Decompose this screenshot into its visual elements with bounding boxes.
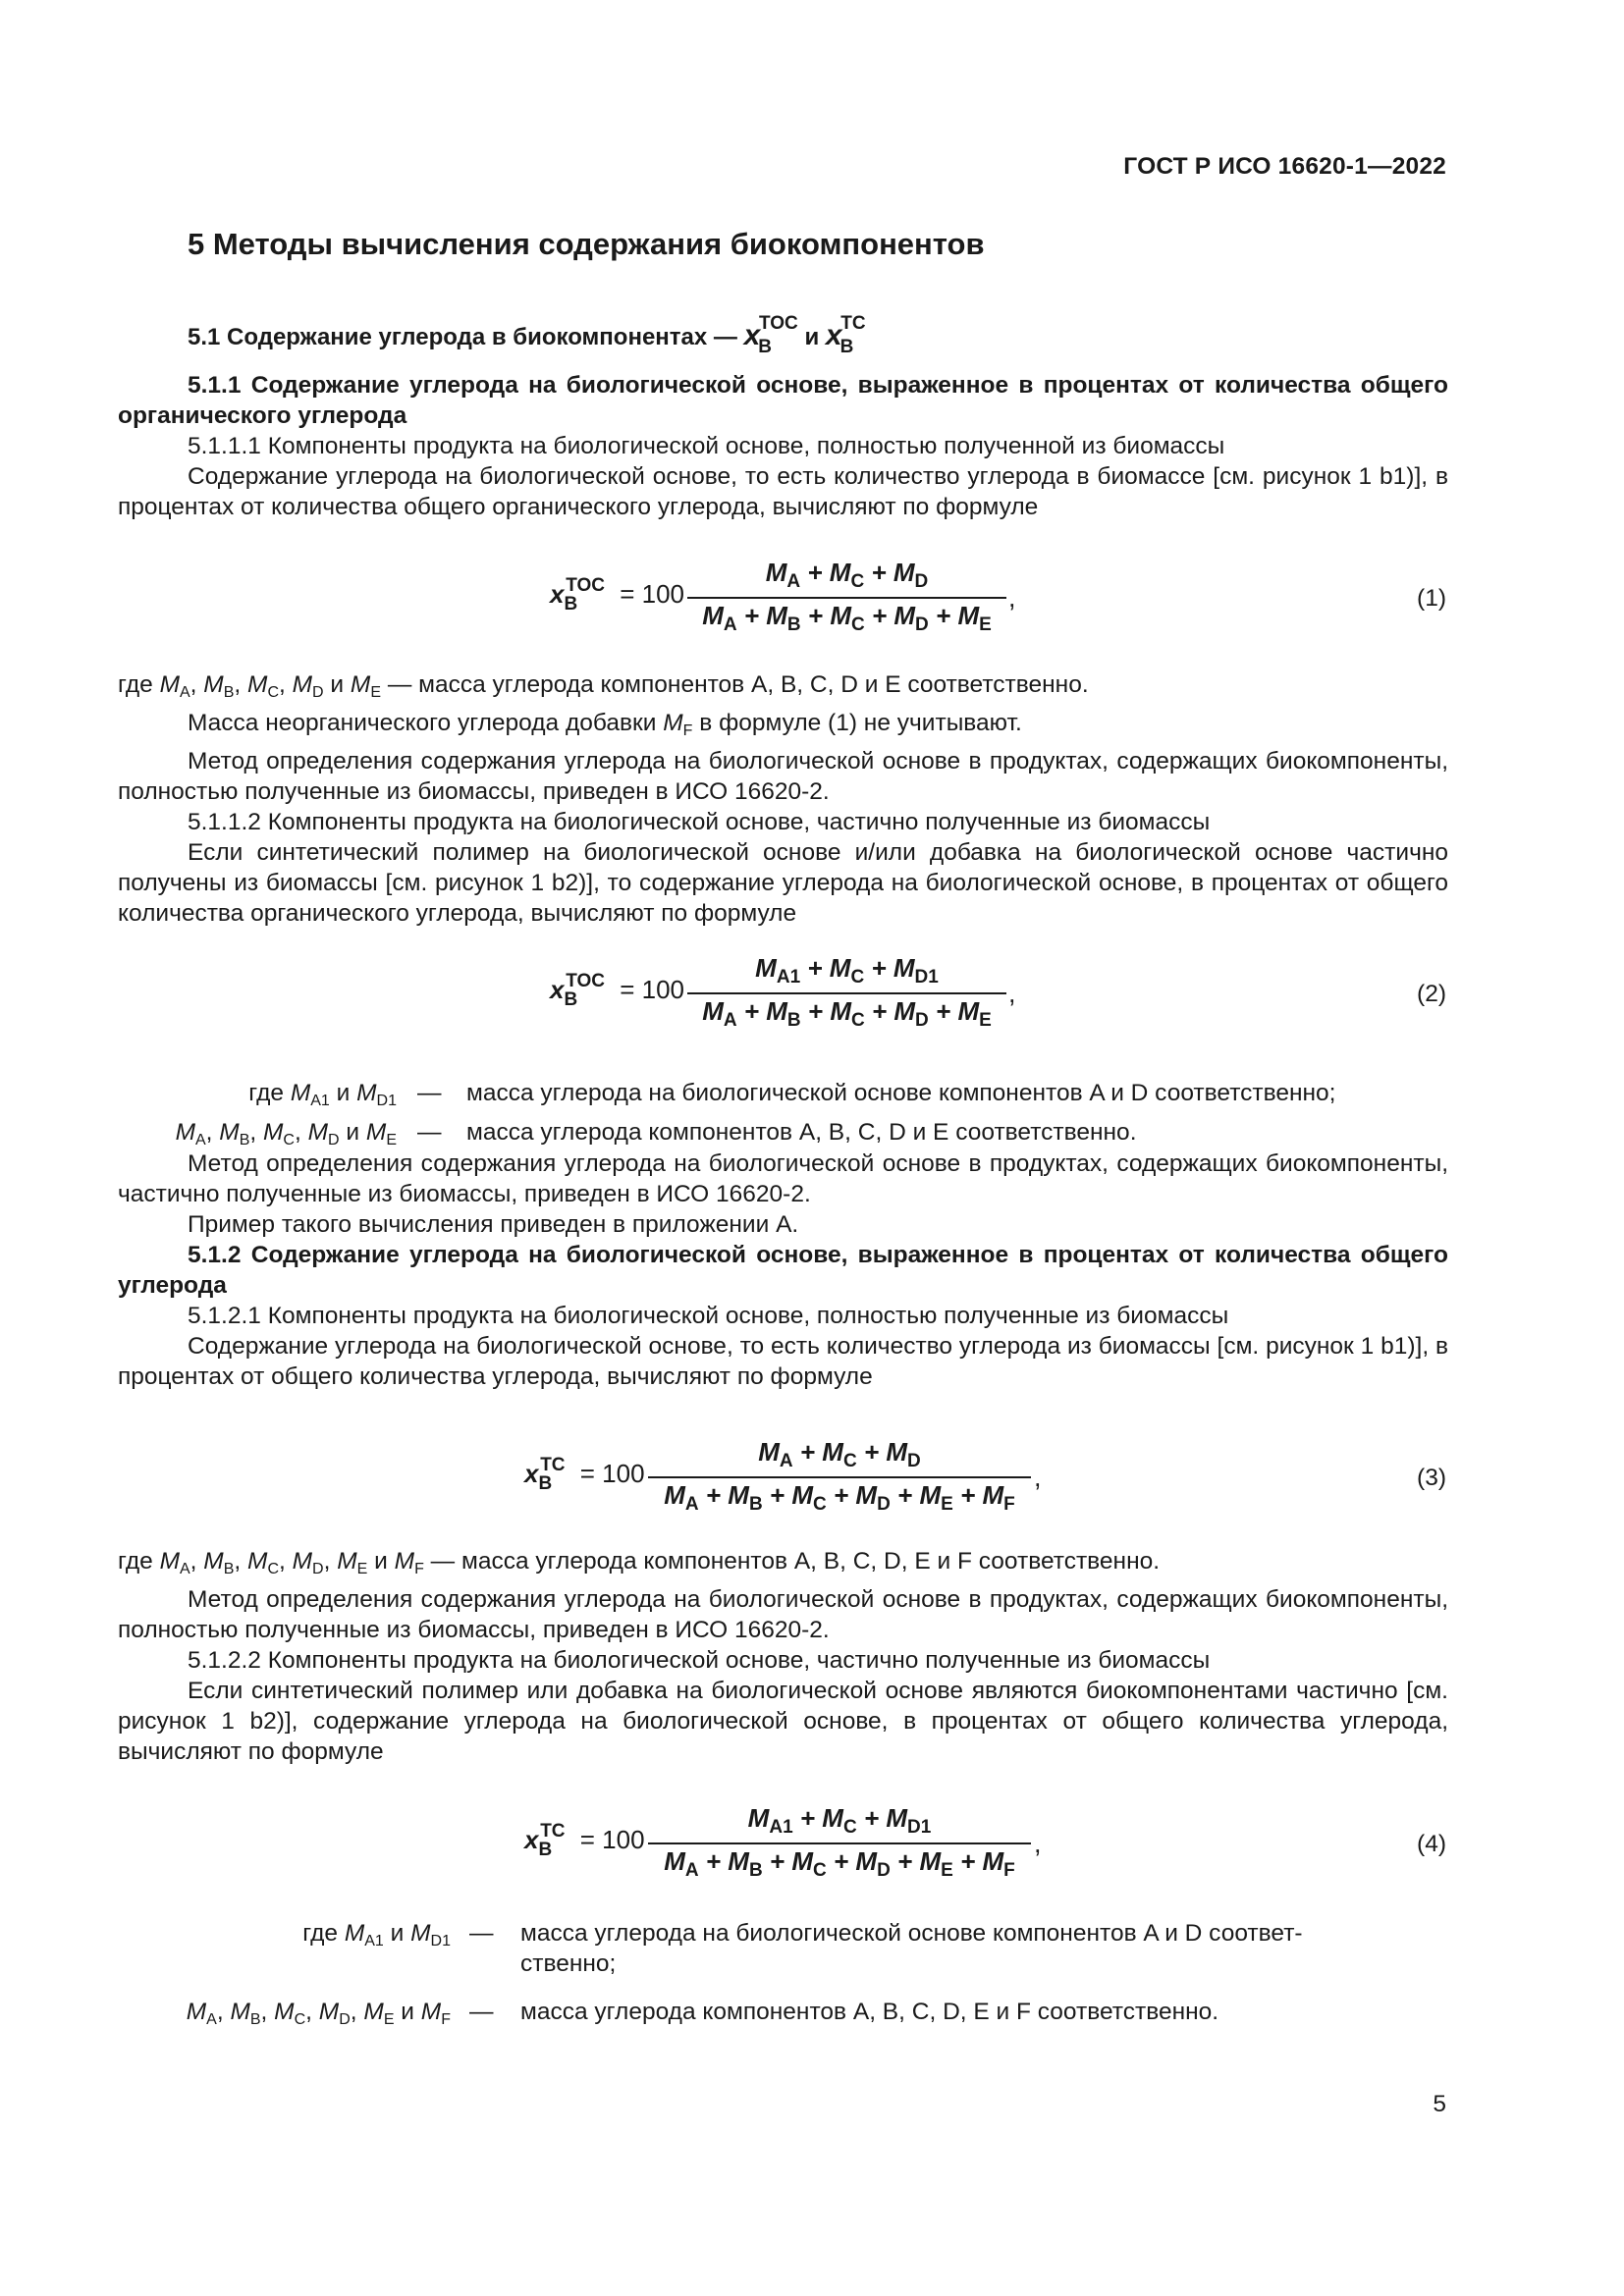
where-4-line-2-text: масса углерода компонентов A, B, C, D, E и F соответственно. — [520, 1999, 1219, 2025]
clause-5-1-2-1: 5.1.2.1 Компоненты продукта на биологической основе, полностью полученные из биомассы — [188, 1303, 1229, 1329]
text-block-4 — [118, 1546, 1448, 1767]
equation-1-number: (1) — [1417, 585, 1446, 612]
clause-5-1-2-heading: 5.1.2 Содержание углерода на биологической основе, выраженное в процентах от количества общего углерода — [118, 1242, 1448, 1299]
paragraph-eq3-intro: Содержание углерода на биологической основе, то есть количество углерода из биомассы [см. рисунок 1 b1)], в процентах от общего количества углерода, вычисляют по формуле — [118, 1333, 1448, 1390]
equation-3-lhs: $x_B^{TC} = 100$ — [524, 1455, 645, 1494]
equation-3-denominator: $M_A + M_B + M_C + M_D + M_E + M_F$ — [648, 1476, 1031, 1520]
paragraph-eq4-intro: Если синтетический полимер или добавка на биологической основе являются биокомпонентами частично [см. рисунок 1 b2)], содержание углерода на биологической основе, в процентах от общего количества углерода, вычисляют по формуле — [118, 1678, 1448, 1765]
where-3: где $M_A$, $M_B$, $M_C$, $M_D$, $M_E$ и $M_F$ — масса углерода компонентов A, B, C, D, E и F соответственно. — [118, 1548, 1161, 1577]
equation-1-numerator: $M_A + M_C + M_D$ — [765, 558, 929, 592]
where-2-line-1-text: масса углерода на биологической основе компонентов A и D соответственно; — [466, 1080, 1336, 1106]
equation-3-number: (3) — [1417, 1465, 1446, 1491]
equation-1-fraction — [687, 558, 1006, 640]
where-4-line-2-symbols: $M_A$, $M_B$, $M_C$, $M_D$, $M_E$ и $M_F$ — [186, 1999, 451, 2028]
subsection-title — [188, 313, 866, 357]
equation-2-number: (2) — [1417, 981, 1446, 1007]
where-4-line-1-symbols: где $M_{A1}$ и $M_{D1}$ — [302, 1920, 451, 1949]
symbol-x-toc: $x_B^{TOC}$ — [743, 313, 798, 357]
clause-5-1-1-2: 5.1.1.2 Компоненты продукта на биологической основе, частично полученные из биомассы — [188, 809, 1211, 835]
where-2-line-2-text: масса углерода компонентов A, B, C, D и E соответственно. — [466, 1119, 1137, 1146]
text-block-1 — [118, 370, 1448, 522]
clause-5-1-1-1: 5.1.1.1 Компоненты продукта на биологической основе, полностью полученной из биомассы — [188, 433, 1225, 459]
paragraph-method-2: Метод определения содержания углерода на биологической основе в продуктах, содержащих биокомпоненты, частично полученные из биомассы, приведен в ИСО 16620-2. — [118, 1150, 1448, 1207]
equation-4-lhs: $x_B^{TC} = 100$ — [524, 1821, 645, 1860]
where-2-line-1-symbols: где $M_{A1}$ и $M_{D1}$ — [248, 1080, 397, 1109]
where-2-dash-2: — — [417, 1119, 442, 1146]
equation-1-comma: , — [1008, 583, 1016, 613]
equation-2-lhs: $x_B^{TOC} = 100$ — [550, 971, 684, 1010]
clause-5-1-1-heading: 5.1.1 Содержание углерода на биологической основе, выраженное в процентах от количества общего органического углерода — [118, 372, 1448, 429]
text-block-3 — [118, 1148, 1448, 1392]
equation-3-numerator: $M_A + M_C + M_D$ — [758, 1437, 921, 1471]
paragraph-eq1-intro: Содержание углерода на биологической основе, то есть количество углерода в биомассе [см. рисунок 1 b1)], в процентах от количества общего органического углерода, вычисляют по формуле — [118, 463, 1448, 520]
clause-5-1-2-2: 5.1.2.2 Компоненты продукта на биологической основе, частично полученные из биомассы — [188, 1647, 1211, 1674]
equation-4-comma: , — [1034, 1829, 1042, 1858]
symbol-x-tc: $x_B^{TC}$ — [825, 313, 866, 357]
equation-2-denominator: $M_A + M_B + M_C + M_D + M_E$ — [687, 992, 1006, 1036]
paragraph-inorganic: Масса неорганического углерода добавки $M_F$ в формуле (1) не учитывают. — [188, 710, 1022, 739]
where-2-line-2-symbols: $M_A$, $M_B$, $M_C$, $M_D$ и $M_E$ — [175, 1119, 397, 1148]
where-1: где $M_A$, $M_B$, $M_C$, $M_D$ и $M_E$ — масса углерода компонентов A, B, C, D и E соответственно. — [118, 671, 1089, 701]
subsection-and: и — [804, 324, 820, 350]
equation-1-lhs: $x_B^{TOC} = 100$ — [550, 575, 684, 614]
equation-4-denominator: $M_A + M_B + M_C + M_D + M_E + M_F$ — [648, 1842, 1031, 1886]
equation-2-fraction — [687, 953, 1006, 1036]
equation-4-numerator: $M_{A1} + M_C + M_{D1}$ — [747, 1803, 932, 1838]
equation-2-numerator: $M_{A1} + M_C + M_{D1}$ — [755, 953, 939, 988]
section-title: 5 Методы вычисления содержания биокомпонентов — [188, 227, 985, 261]
where-4-dash-1: — — [469, 1920, 494, 1947]
equation-4-fraction — [648, 1803, 1031, 1886]
equation-4-number: (4) — [1417, 1831, 1446, 1857]
document-id: ГОСТ Р ИСО 16620-1—2022 — [1123, 153, 1446, 180]
page-number: 5 — [1433, 2091, 1446, 2117]
equation-3-comma: , — [1034, 1463, 1042, 1492]
where-4-line-1-text-b: ственно; — [520, 1950, 617, 1977]
paragraph-example: Пример такого вычисления приведен в приложении А. — [188, 1211, 799, 1238]
equation-1-denominator: $M_A + M_B + M_C + M_D + M_E$ — [687, 597, 1006, 640]
subsection-title-text: 5.1 Содержание углерода в биокомпонентах — — [188, 324, 737, 350]
paragraph-eq2-intro: Если синтетический полимер на биологической основе и/или добавка на биологической основе частично получены из биомассы [см. рисунок 1 b2)], то содержание углерода на биологической основе, в процентах от общего количества органического углерода, вычисляют по формуле — [118, 839, 1448, 927]
where-2-dash-1: — — [417, 1080, 442, 1106]
equation-2-comma: , — [1008, 979, 1016, 1008]
where-4-line-1-text-a: масса углерода на биологической основе компонентов A и D соответ- — [520, 1920, 1303, 1947]
equation-3-fraction — [648, 1437, 1031, 1520]
text-block-2 — [118, 669, 1448, 929]
paragraph-method-1: Метод определения содержания углерода на биологической основе в продуктах, содержащих биокомпоненты, полностью полученные из биомассы, приведен в ИСО 16620-2. — [118, 748, 1448, 805]
paragraph-method-3: Метод определения содержания углерода на биологической основе в продуктах, содержащих биокомпоненты, полностью полученные из биомассы, приведен в ИСО 16620-2. — [118, 1586, 1448, 1643]
where-4-dash-2: — — [469, 1999, 494, 2025]
